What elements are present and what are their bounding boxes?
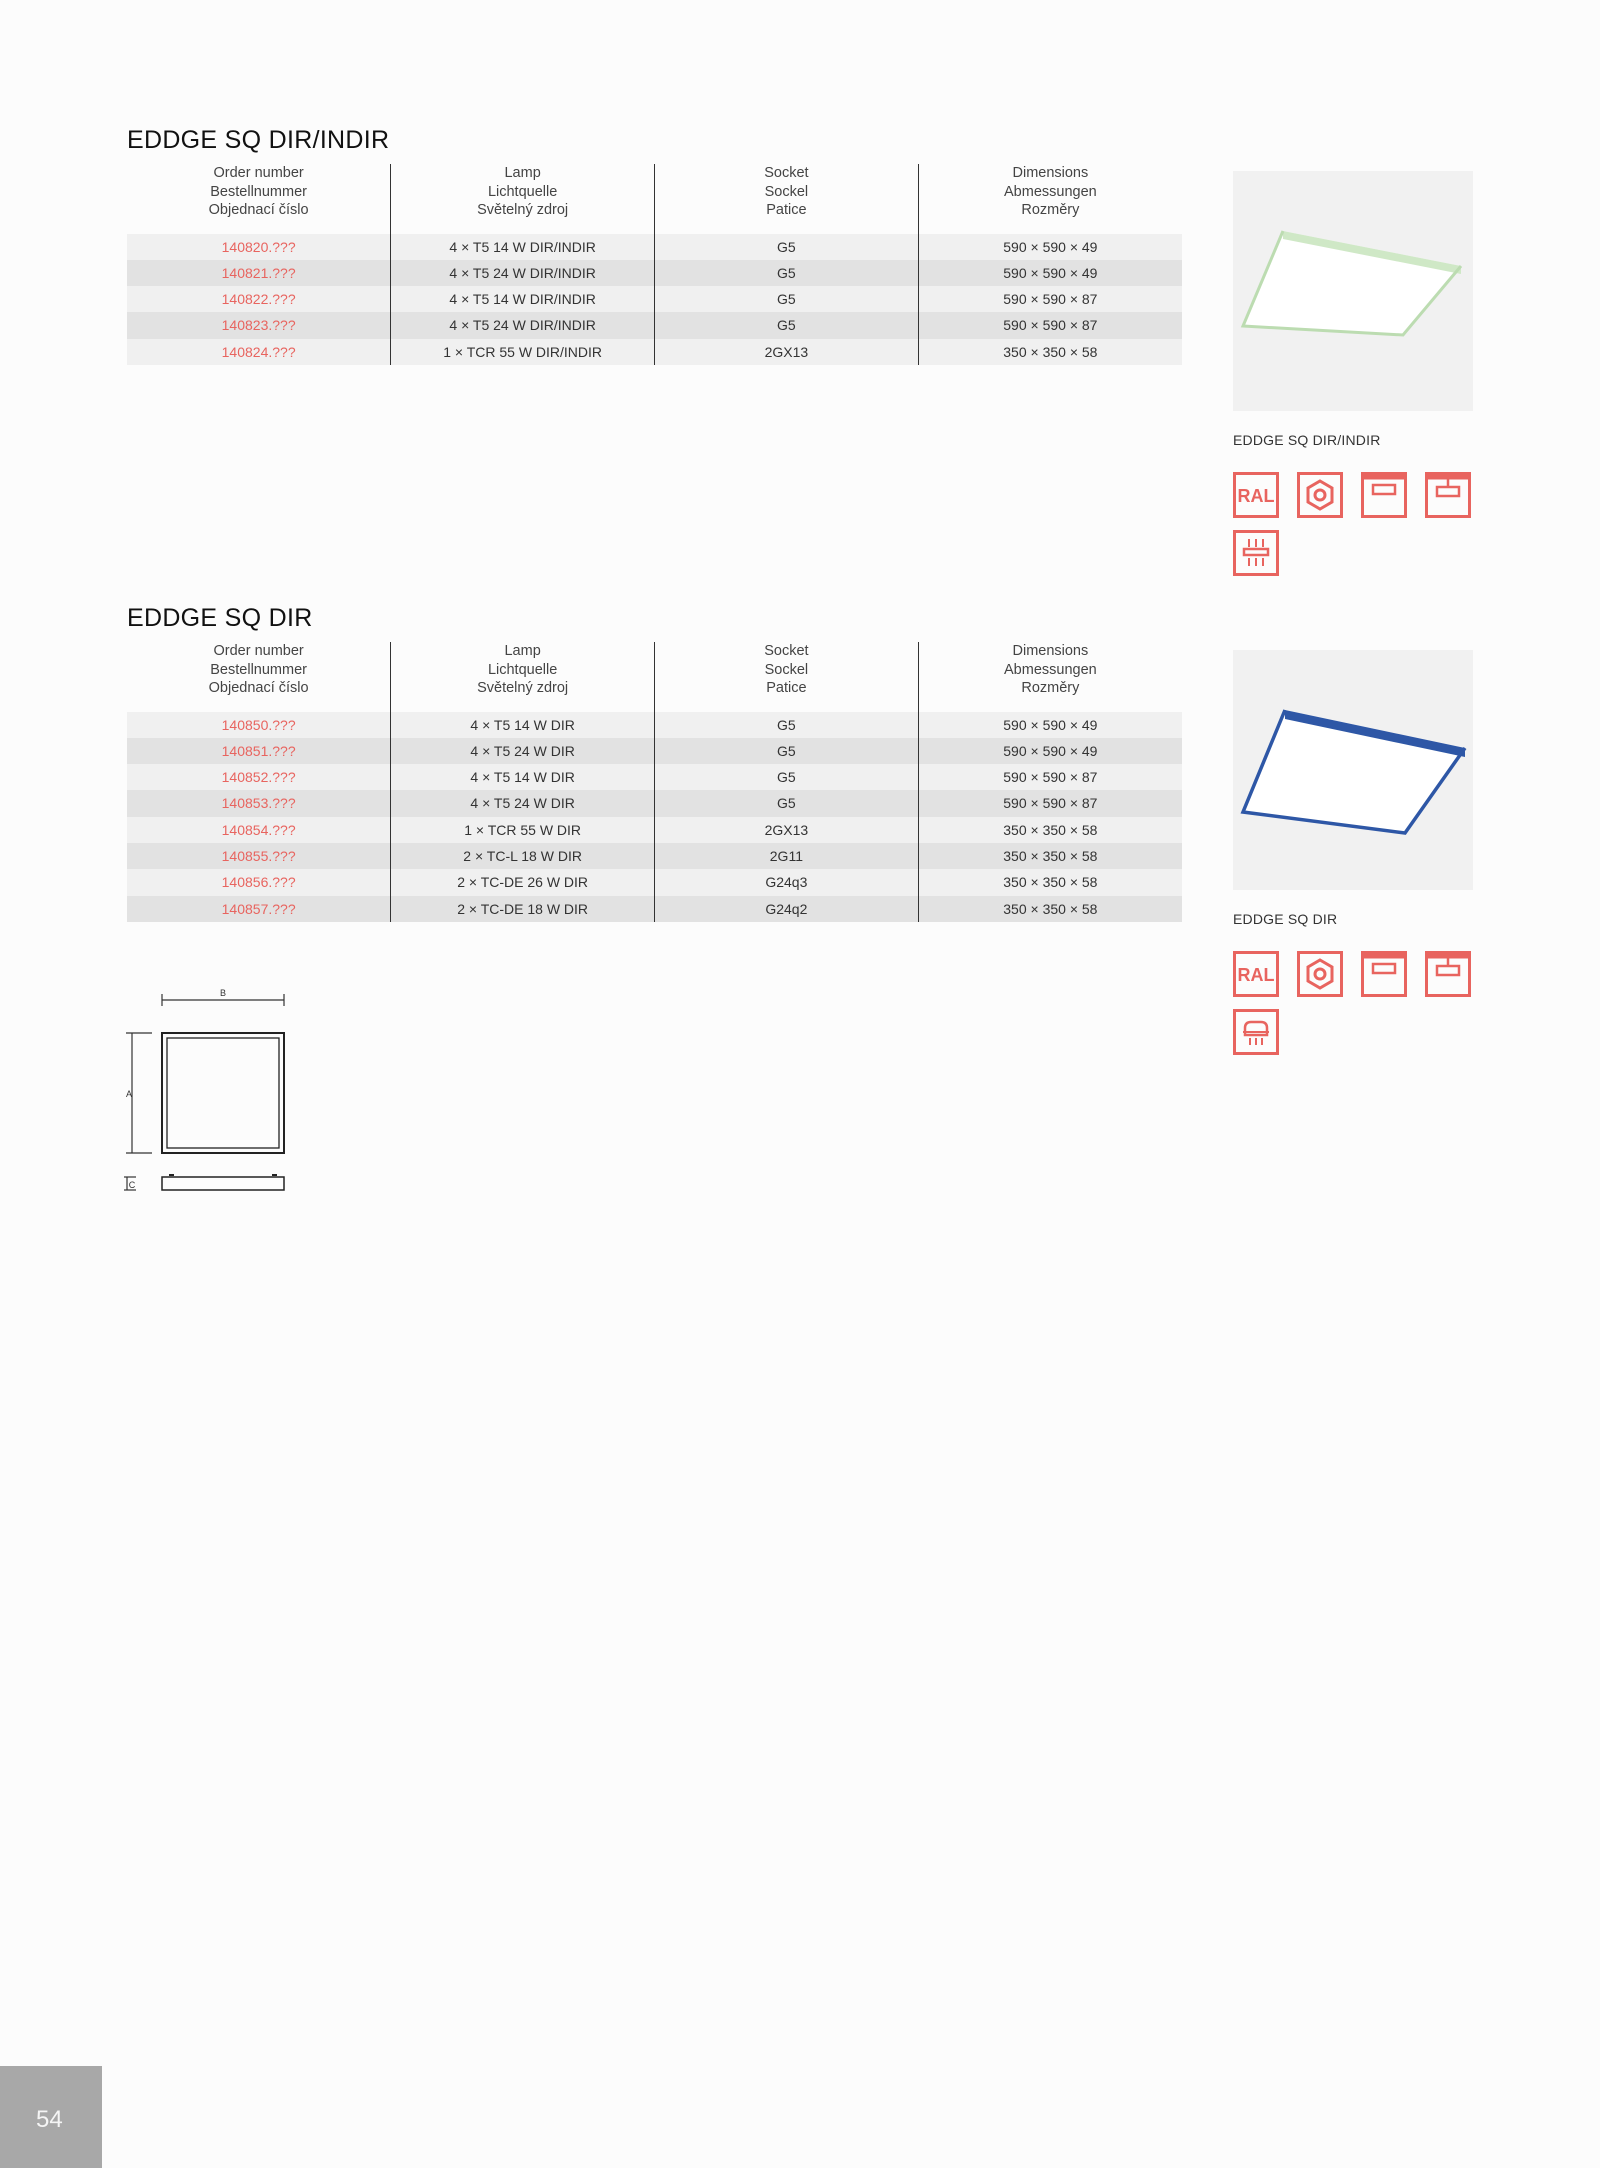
lamp-cell: 4 × T5 24 W DIR [391, 790, 655, 816]
lamp-cell: 4 × T5 14 W DIR/INDIR [391, 286, 655, 312]
column-header-line: Dimensions [1012, 165, 1089, 181]
section-eddge-sq-dir-indir [127, 124, 1182, 360]
surface-mount-icon [1361, 472, 1407, 518]
socket-cell: G5 [655, 738, 919, 764]
dimensions-cell: 590 × 590 × 49 [918, 712, 1182, 738]
lamp-cell: 4 × T5 24 W DIR/INDIR [391, 312, 655, 338]
socket-cell: 2G11 [655, 843, 919, 869]
table-row [127, 790, 1182, 816]
table-row [127, 817, 1182, 843]
page-number-tab [0, 2066, 102, 2168]
lamp-cell: 4 × T5 24 W DIR [391, 738, 655, 764]
column-header-line: Objednací číslo [208, 680, 309, 696]
table-row [127, 234, 1182, 260]
column-header-line: Dimensions [1012, 643, 1089, 659]
product-caption: EDDGE SQ DIR/INDIR [1233, 432, 1381, 448]
column-header-line: Abmessungen [1004, 183, 1097, 200]
spec-table [127, 164, 1182, 365]
column-header-line: Světelný zdroj [477, 202, 569, 218]
column-header-line: Patice [766, 202, 807, 218]
dimensions-cell: 590 × 590 × 87 [918, 764, 1182, 790]
order-number-cell: 140822.??? [127, 286, 391, 312]
section-title: EDDGE SQ DIR [127, 604, 313, 632]
order-number-cell: 140854.??? [127, 817, 391, 843]
column-header-line: Abmessungen [1004, 661, 1097, 678]
order-number-cell: 140821.??? [127, 260, 391, 286]
dir-indir-light-icon [1233, 530, 1279, 576]
product-panel-dir [1233, 650, 1473, 1067]
column-header-line: Sockel [764, 661, 809, 678]
dim-label-a: A [125, 1089, 133, 1099]
dimensions-cell: 350 × 350 × 58 [918, 869, 1182, 895]
socket-cell: G5 [655, 260, 919, 286]
column-header-line: Socket [764, 643, 809, 659]
hexagon-icon [1297, 472, 1343, 518]
table-row [127, 260, 1182, 286]
product-panel-dir-indir [1233, 171, 1473, 588]
column-header-line: Lichtquelle [487, 183, 558, 200]
lamp-cell: 4 × T5 14 W DIR [391, 712, 655, 738]
lamp-cell: 1 × TCR 55 W DIR [391, 817, 655, 843]
socket-cell: G24q3 [655, 869, 919, 895]
page-number: 54 [36, 2106, 63, 2133]
dimensions-cell: 350 × 350 × 58 [918, 339, 1182, 365]
dimensions-cell: 590 × 590 × 87 [918, 790, 1182, 816]
table-row [127, 896, 1182, 922]
product-photo [1233, 650, 1473, 890]
column-header-line: Socket [764, 165, 809, 181]
lamp-cell: 2 × TC-DE 26 W DIR [391, 869, 655, 895]
pendant-icon [1425, 472, 1471, 518]
order-number-cell: 140824.??? [127, 339, 391, 365]
product-caption: EDDGE SQ DIR [1233, 911, 1338, 927]
dim-label-b: B [219, 988, 227, 998]
order-number-cell: 140820.??? [127, 234, 391, 260]
column-header-line: Bestellnummer [210, 183, 307, 200]
dimensions-cell: 590 × 590 × 87 [918, 312, 1182, 338]
column-header [655, 642, 919, 712]
table-row [127, 712, 1182, 738]
dimension-drawing [122, 985, 292, 1205]
column-header [391, 164, 655, 234]
table-row [127, 869, 1182, 895]
column-header-line: Order number [213, 165, 304, 181]
dimensions-cell: 590 × 590 × 49 [918, 738, 1182, 764]
dimensions-cell: 350 × 350 × 58 [918, 843, 1182, 869]
dimensions-cell: 590 × 590 × 49 [918, 260, 1182, 286]
socket-cell: G5 [655, 234, 919, 260]
column-header [391, 642, 655, 712]
order-number-cell: 140857.??? [127, 896, 391, 922]
table-row [127, 843, 1182, 869]
table-header-row [127, 164, 1182, 234]
dimensions-cell: 590 × 590 × 49 [918, 234, 1182, 260]
dimensions-cell: 350 × 350 × 58 [918, 896, 1182, 922]
table-row [127, 738, 1182, 764]
ral-color-icon [1233, 472, 1279, 518]
column-header-line: Světelný zdroj [477, 680, 569, 696]
ral-color-icon [1233, 951, 1279, 997]
order-number-cell: 140850.??? [127, 712, 391, 738]
order-number-cell: 140856.??? [127, 869, 391, 895]
column-header [127, 642, 391, 712]
lamp-cell: 1 × TCR 55 W DIR/INDIR [391, 339, 655, 365]
section-eddge-sq-dir [127, 602, 1182, 917]
column-header-line: Rozměry [1021, 202, 1080, 218]
column-header-line: Lamp [504, 643, 541, 659]
column-header [918, 164, 1182, 234]
socket-cell: G5 [655, 790, 919, 816]
table-row [127, 312, 1182, 338]
ral-label: RAL [1237, 965, 1275, 985]
lamp-cell: 2 × TC-DE 18 W DIR [391, 896, 655, 922]
order-number-cell: 140853.??? [127, 790, 391, 816]
hexagon-icon [1297, 951, 1343, 997]
feature-icons [1233, 951, 1493, 1067]
table-row [127, 339, 1182, 365]
column-header [127, 164, 391, 234]
order-number-cell: 140852.??? [127, 764, 391, 790]
section-title: EDDGE SQ DIR/INDIR [127, 126, 390, 154]
socket-cell: G5 [655, 286, 919, 312]
order-number-cell: 140851.??? [127, 738, 391, 764]
column-header-line: Patice [766, 680, 807, 696]
dimensions-cell: 590 × 590 × 87 [918, 286, 1182, 312]
feature-icons [1233, 472, 1493, 588]
lamp-cell: 4 × T5 24 W DIR/INDIR [391, 260, 655, 286]
column-header-line: Objednací číslo [208, 202, 309, 218]
socket-cell: G5 [655, 764, 919, 790]
lamp-cell: 2 × TC-L 18 W DIR [391, 843, 655, 869]
order-number-cell: 140823.??? [127, 312, 391, 338]
dir-light-icon [1233, 1009, 1279, 1055]
lamp-cell: 4 × T5 14 W DIR [391, 764, 655, 790]
column-header-line: Order number [213, 643, 304, 659]
column-header [655, 164, 919, 234]
column-header-line: Rozměry [1021, 680, 1080, 696]
column-header-line: Lichtquelle [487, 661, 558, 678]
column-header [918, 642, 1182, 712]
column-header-line: Sockel [764, 183, 809, 200]
lamp-cell: 4 × T5 14 W DIR/INDIR [391, 234, 655, 260]
product-photo [1233, 171, 1473, 411]
ral-label: RAL [1237, 486, 1275, 506]
order-number-cell: 140855.??? [127, 843, 391, 869]
socket-cell: G24q2 [655, 896, 919, 922]
table-row [127, 286, 1182, 312]
surface-mount-icon [1361, 951, 1407, 997]
socket-cell: 2GX13 [655, 817, 919, 843]
dimensions-cell: 350 × 350 × 58 [918, 817, 1182, 843]
table-header-row [127, 642, 1182, 712]
pendant-icon [1425, 951, 1471, 997]
dim-label-c: C [128, 1180, 136, 1190]
socket-cell: G5 [655, 712, 919, 738]
spec-table [127, 642, 1182, 922]
table-row [127, 764, 1182, 790]
column-header-line: Bestellnummer [210, 661, 307, 678]
column-header-line: Lamp [504, 165, 541, 181]
socket-cell: 2GX13 [655, 339, 919, 365]
socket-cell: G5 [655, 312, 919, 338]
